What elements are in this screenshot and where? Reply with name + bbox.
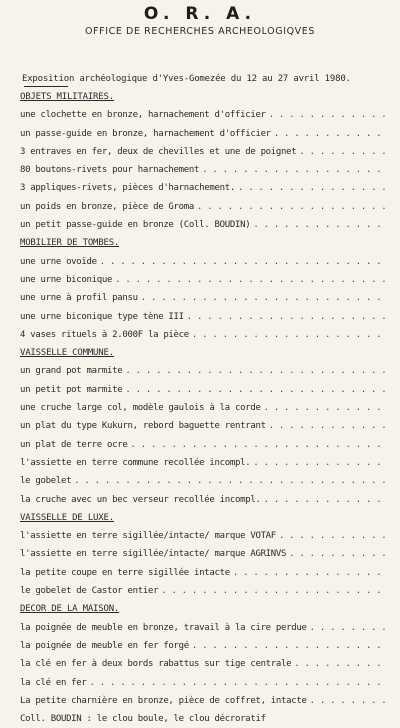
leader-dots [310, 692, 386, 710]
item-text: un poids en bronze, pièce de Groma [20, 201, 195, 212]
list-item [20, 436, 386, 454]
list-item [20, 399, 386, 417]
list-item [20, 527, 386, 545]
exposition-line: Exposition archéologique d'Yves-Gomezée du 12 au 27 avril 1980. [22, 74, 351, 84]
leader-dots [264, 491, 386, 509]
item-text: la poignée de meuble en bronze, travail à la cire perdue [20, 622, 307, 633]
leader-dots [279, 527, 386, 545]
list-item [20, 454, 386, 472]
section-heading: OBJETS MILITAIRES. [20, 92, 114, 102]
inventory-list [20, 88, 386, 728]
list-item [20, 545, 386, 563]
item-text: 80 boutons-rivets pour harnachement [20, 165, 200, 176]
list-item [20, 308, 386, 326]
item-text: 3 appliques-rivets, pièces d'harnachement. [20, 183, 235, 194]
item-text: la petite coupe en terre sigillée intacte [20, 567, 230, 578]
leader-dots [299, 143, 386, 161]
leader-dots [141, 289, 386, 307]
leader-dots [274, 125, 386, 143]
list-item [20, 198, 386, 216]
item-text: la poignée de meuble en fer forgé [20, 640, 189, 651]
item-text: la clé en fer à deux bords rabattus sur tige centrale [20, 659, 292, 670]
list-item [20, 326, 386, 344]
leader-dots [294, 655, 386, 673]
organization-title: O. R. A. [143, 4, 257, 24]
item-text: un passe-guide en bronze, harnachement d'officier [20, 128, 271, 139]
leader-dots [131, 436, 387, 454]
list-item [20, 710, 386, 728]
item-text: une cruche large col, modèle gaulois à la corde [20, 403, 261, 414]
item-text: un petit pot marmite [20, 384, 123, 395]
item-text: un grand pot marmite [20, 366, 123, 377]
leader-dots [238, 179, 386, 197]
list-item [20, 362, 386, 380]
leader-dots [289, 545, 386, 563]
item-text: la clé en fer [20, 677, 87, 688]
item-text: Coll. BOUDIN : le clou boule, le clou décroratif [20, 714, 266, 725]
item-text: 3 entraves en fer, deux de chevilles et une de poignet [20, 146, 297, 157]
list-item [20, 216, 386, 234]
leader-dots [74, 472, 386, 490]
item-text: la cruche avec un bec verseur recollée incompl. [20, 494, 261, 505]
section-heading: VAISSELLE DE LUXE. [20, 512, 114, 523]
list-item [20, 674, 386, 692]
leader-dots [202, 161, 386, 179]
organization-subtitle: OFFICE DE RECHERCHES ARCHEOLOGIQVES [84, 26, 316, 37]
item-text: une urne à profil pansu [20, 293, 138, 304]
item-text: le gobelet [20, 476, 72, 487]
leader-dots [197, 198, 386, 216]
item-text: 4 vases rituels à 2.000F la pièce [20, 329, 189, 340]
leader-dots [264, 399, 386, 417]
list-item [20, 417, 386, 435]
item-text: un plat de terre ocre [20, 439, 128, 450]
leader-dots [233, 564, 386, 582]
list-item [20, 582, 386, 600]
leader-dots [90, 674, 386, 692]
leader-dots [253, 454, 386, 472]
list-item [20, 253, 386, 271]
section-heading: DECOR DE LA MAISON. [20, 604, 120, 615]
list-item [20, 289, 386, 307]
list-item [20, 106, 386, 124]
leader-dots [115, 271, 386, 289]
list-item [20, 125, 386, 143]
leader-dots [269, 106, 386, 124]
exposition-underline [24, 86, 68, 87]
leader-dots [187, 308, 386, 326]
item-text: une urne biconique [20, 274, 113, 285]
leader-dots [310, 619, 386, 637]
list-item [20, 692, 386, 710]
list-item [20, 179, 386, 197]
item-text: l'assiette en terre commune recollée incompl. [20, 457, 251, 468]
item-text: une clochette en bronze, harnachement d'officier [20, 110, 266, 121]
list-item [20, 271, 386, 289]
item-text: le gobelet de Castor entier [20, 586, 159, 597]
leader-dots [269, 417, 386, 435]
section-heading: VAISSELLE COMMUNE. [20, 348, 114, 359]
list-item [20, 161, 386, 179]
leader-dots [125, 362, 386, 380]
list-item [20, 655, 386, 673]
item-text: un plat du type Kukurn, rebord baguette rentrant [20, 421, 266, 432]
list-item [20, 491, 386, 509]
list-item [20, 143, 386, 161]
list-item [20, 564, 386, 582]
leader-dots [125, 381, 386, 399]
list-item [20, 619, 386, 637]
item-text: une urne ovoïde [20, 256, 97, 267]
list-item [20, 381, 386, 399]
item-text: l'assiette en terre sigillée/intacte/ marque AGRINVS [20, 549, 287, 560]
leader-dots [161, 582, 386, 600]
leader-dots [253, 216, 386, 234]
item-text: l'assiette en terre sigillée/intacte/ marque VOTAF [20, 531, 276, 542]
section-heading: MOBILIER DE TOMBES. [20, 238, 120, 249]
leader-dots [100, 253, 386, 271]
list-item [20, 472, 386, 490]
item-text: La petite charnière en bronze, pièce de coffret, intacte [20, 695, 307, 706]
item-text: un petit passe-guide en bronze (Coll. BOUDIN) [20, 220, 251, 231]
leader-dots [192, 326, 386, 344]
item-text: une urne biconique type tène III [20, 311, 184, 322]
